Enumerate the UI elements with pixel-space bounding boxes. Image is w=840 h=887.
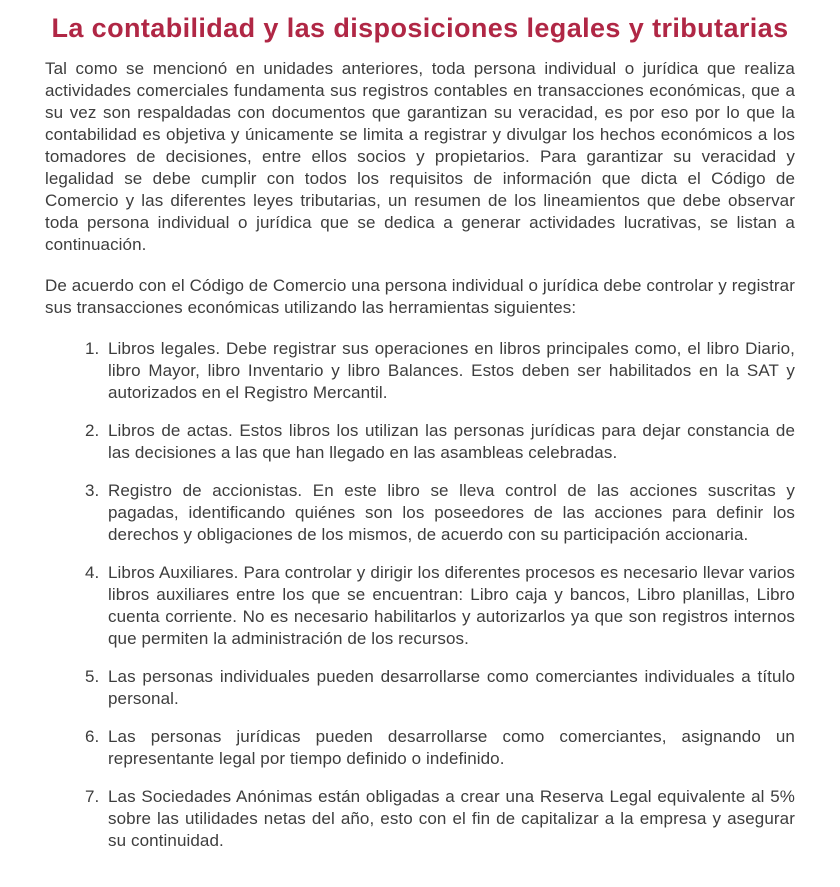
second-paragraph: De acuerdo con el Código de Comercio una persona individual o jurídica debe controlar y registrar sus transacciones económicas utilizando las herramientas siguientes: <box>45 276 795 317</box>
list-item-text: Las personas individuales pueden desarrollarse como comerciantes individuales a título personal. <box>108 667 795 708</box>
list-item-number: 4. <box>85 563 100 582</box>
list-item-text: Las Sociedades Anónimas están obligadas a crear una Reserva Legal equivalente al 5% sobre las utilidades netas del año, esto con el fin de capitalizar a la empresa y asegurar su continuidad. <box>108 787 795 850</box>
page-title: La contabilidad y las disposiciones legales y tributarias <box>51 13 789 43</box>
list-item <box>45 786 795 852</box>
list-item-text: Libros legales. Debe registrar sus operaciones en libros principales como, el libro Diario, libro Mayor, libro Inventario y libro Balances. Estos deben ser habilitados en la SAT y autorizados en el Registro Mercantil. <box>108 339 795 402</box>
list-item <box>45 562 795 650</box>
numbered-list <box>45 338 795 852</box>
list-item <box>45 338 795 404</box>
list-item <box>45 666 795 710</box>
list-item <box>45 480 795 546</box>
list-item-text: Libros Auxiliares. Para controlar y dirigir los diferentes procesos es necesario llevar varios libros auxiliares entre los que se encuentran: Libro caja y bancos, Libro planillas, Libro cuenta corriente. No es necesario habilitarlos y autorizarlos ya que son registros internos que permiten la administración de los recursos. <box>108 563 795 648</box>
list-item-number: 5. <box>85 667 100 686</box>
list-item-text: Las personas jurídicas pueden desarrollarse como comerciantes, asignando un representante legal por tiempo definido o indefinido. <box>108 727 795 768</box>
list-item <box>45 726 795 770</box>
intro-paragraph: Tal como se mencionó en unidades anteriores, toda persona individual o jurídica que realiza actividades comerciales fundamenta sus registros contables en transacciones económicas, que a su vez son respaldadas con documentos que garantizan su veracidad, es por eso por lo que la contabilidad es objetiva y únicamente se limita a registrar y divulgar los hechos económicos a los tomadores de decisiones, entre ellos socios y propietarios. Para garantizar su veracidad y legalidad se debe cumplir con todos los requisitos de información que dicta el Código de Comercio y las diferentes leyes tributarias, un resumen de los lineamientos que debe observar toda persona individual o jurídica que se dedica a generar actividades lucrativas, se listan a continuación. <box>45 59 795 254</box>
list-item-text: Libros de actas. Estos libros los utilizan las personas jurídicas para dejar constancia de las decisiones a las que han llegado en las asambleas celebradas. <box>108 421 795 462</box>
list-item-number: 6. <box>85 727 100 746</box>
list-item-number: 3. <box>85 481 100 500</box>
list-item-number: 1. <box>85 339 100 358</box>
list-item-text: Registro de accionistas. En este libro se lleva control de las acciones suscritas y pagadas, identificando quiénes son los poseedores de las acciones para definir los derechos y obligaciones de los mismos, de acuerdo con su participación accionaria. <box>108 481 795 544</box>
list-item-number: 7. <box>85 787 100 806</box>
list-item <box>45 420 795 464</box>
list-item-number: 2. <box>85 421 100 440</box>
